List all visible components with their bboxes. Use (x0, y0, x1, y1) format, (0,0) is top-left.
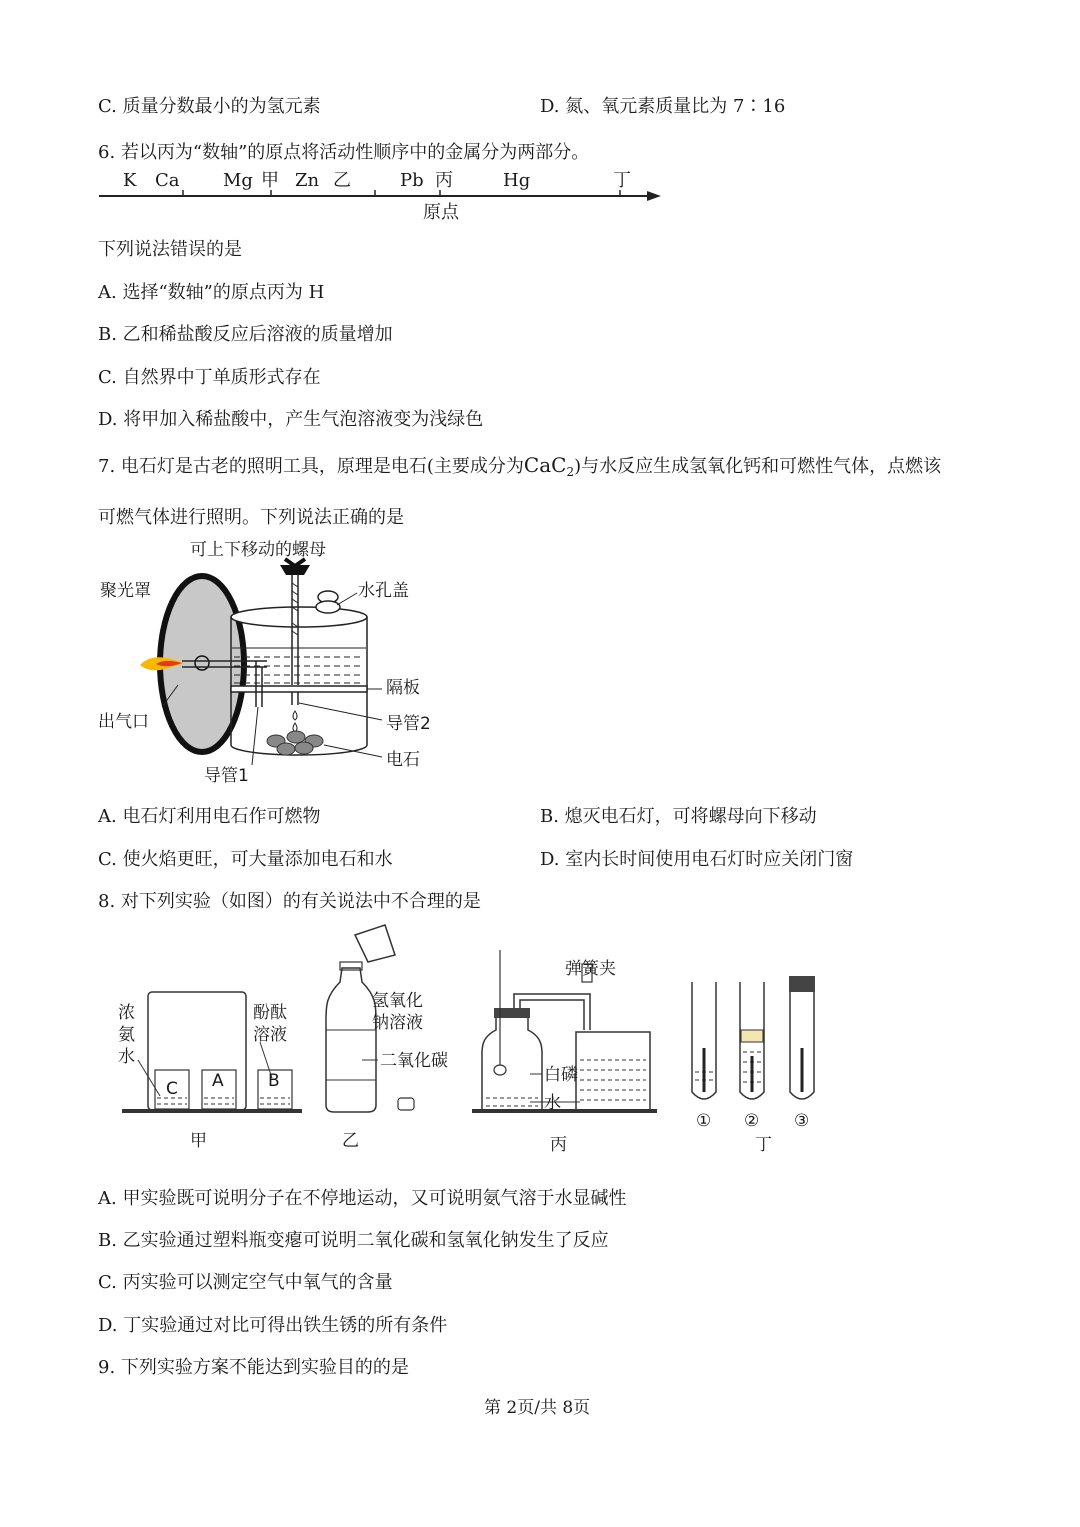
experiment-bing (472, 950, 657, 1155)
q7-formula: CaC (523, 453, 567, 477)
q5-option-d: D. 氮、氧元素质量比为 7∶16 (540, 96, 786, 117)
experiment-jia (118, 992, 302, 1151)
caption-bing: 丙 (550, 1135, 567, 1155)
water-cap-label: 水孔盖 (358, 581, 409, 601)
nut-label: 可上下移动的螺母 (190, 540, 326, 560)
tube-3-label: ③ (794, 1111, 810, 1131)
q8-option-d: D. 丁实验通过对比可得出铁生锈的所有条件 (98, 1315, 448, 1336)
page-number: 第 2页/共 8页 (484, 1398, 591, 1418)
axis-origin-label: 原点 (423, 202, 459, 223)
co2-label: 二氧化碳 (380, 1051, 448, 1071)
water-label: 水 (544, 1093, 561, 1113)
carbide-label: 电石 (386, 750, 420, 770)
q7-stem-part2: )与水反应生成氢氧化钙和可燃性气体，点燃该 (574, 456, 942, 477)
axis-label-zn: Zn (295, 170, 320, 191)
q6-option-a: A. 选择“数轴”的原点丙为 H (98, 282, 325, 303)
axis-label-jia: 甲 (261, 170, 279, 191)
experiment-yi (326, 925, 448, 1151)
tube-1-label: ① (696, 1111, 712, 1131)
ammonia-label-3: 水 (118, 1047, 135, 1067)
q7-option-b: B. 熄灭电石灯，可将螺母向下移动 (540, 806, 817, 827)
axis-label-ding: 丁 (613, 170, 631, 191)
caption-yi: 乙 (342, 1131, 359, 1151)
ammonia-label-1: 浓 (118, 1003, 135, 1023)
outlet-label: 出气口 (98, 712, 149, 732)
axis-label-pb: Pb (400, 170, 424, 191)
q6-number-line (95, 165, 670, 227)
tube-2-label: ② (744, 1111, 760, 1131)
beaker-a-label: A (212, 1071, 224, 1091)
caption-jia: 甲 (190, 1131, 207, 1151)
q7-stem-line1 (98, 452, 941, 479)
axis-label-hg: Hg (503, 170, 531, 191)
q7-option-c: C. 使火焰更旺，可大量添加电石和水 (98, 849, 393, 870)
q6-option-c: C. 自然界中丁单质形式存在 (98, 367, 321, 388)
phenol-label-1: 酚酞 (253, 1003, 287, 1023)
q8-option-c: C. 丙实验可以测定空气中氧气的含量 (98, 1272, 393, 1293)
q6-prompt: 下列说法错误的是 (98, 239, 242, 260)
q7-formula-sub: 2 (566, 465, 575, 479)
carbide-lamp-figure (92, 535, 452, 790)
white-p-label: 白磷 (544, 1065, 578, 1085)
q8-experiments-figure (110, 920, 840, 1160)
phenol-label-2: 溶液 (253, 1025, 287, 1045)
caption-ding: 丁 (755, 1135, 772, 1155)
q8-option-b: B. 乙实验通过塑料瓶变瘪可说明二氧化碳和氢氧化钠发生了反应 (98, 1230, 609, 1251)
tube2-label: 导管2 (386, 714, 431, 734)
q5-option-c: C. 质量分数最小的为氢元素 (98, 96, 321, 117)
q8-stem: 8. 对下列实验（如图）的有关说法中不合理的是 (98, 891, 481, 912)
q6-option-b: B. 乙和稀盐酸反应后溶液的质量增加 (98, 324, 393, 345)
axis-label-mg: Mg (223, 170, 253, 191)
beaker-c-label: C (166, 1079, 178, 1099)
q9-stem: 9. 下列实验方案不能达到实验目的的是 (98, 1357, 409, 1378)
reflector-label: 聚光罩 (100, 581, 151, 601)
q6-stem: 6. 若以丙为“数轴”的原点将活动性顺序中的金属分为两部分。 (98, 142, 590, 163)
q7-option-a: A. 电石灯利用电石作可燃物 (98, 806, 321, 827)
axis-label-yi: 乙 (333, 170, 351, 191)
ammonia-label-2: 氨 (118, 1025, 135, 1045)
partition-plate (231, 686, 367, 692)
q7-option-d: D. 室内长时间使用电石灯时应关闭门窗 (540, 849, 854, 870)
q7-stem-part1: 7. 电石灯是古老的照明工具，原理是电石(主要成分为 (98, 456, 524, 477)
axis-label-k: K (123, 170, 137, 191)
beaker-b-label: B (268, 1071, 280, 1091)
q8-option-a: A. 甲实验既可说明分子在不停地运动，又可说明氨气溶于水显碱性 (98, 1188, 627, 1209)
experiment-ding (692, 976, 815, 1155)
q6-option-d: D. 将甲加入稀盐酸中，产生气泡溶液变为浅绿色 (98, 409, 484, 430)
partition-label: 隔板 (386, 678, 420, 698)
clamp-label: 弹簧夹 (565, 959, 616, 979)
carbide-stones (267, 731, 323, 755)
tube1-label: 导管1 (204, 766, 249, 786)
axis-label-bing: 丙 (435, 170, 453, 191)
naoh-label-1: 氢氧化 (372, 991, 423, 1011)
q7-stem-line2: 可燃气体进行照明。下列说法正确的是 (98, 507, 404, 528)
naoh-label-2: 钠溶液 (372, 1013, 423, 1033)
axis-label-ca: Ca (155, 170, 180, 191)
